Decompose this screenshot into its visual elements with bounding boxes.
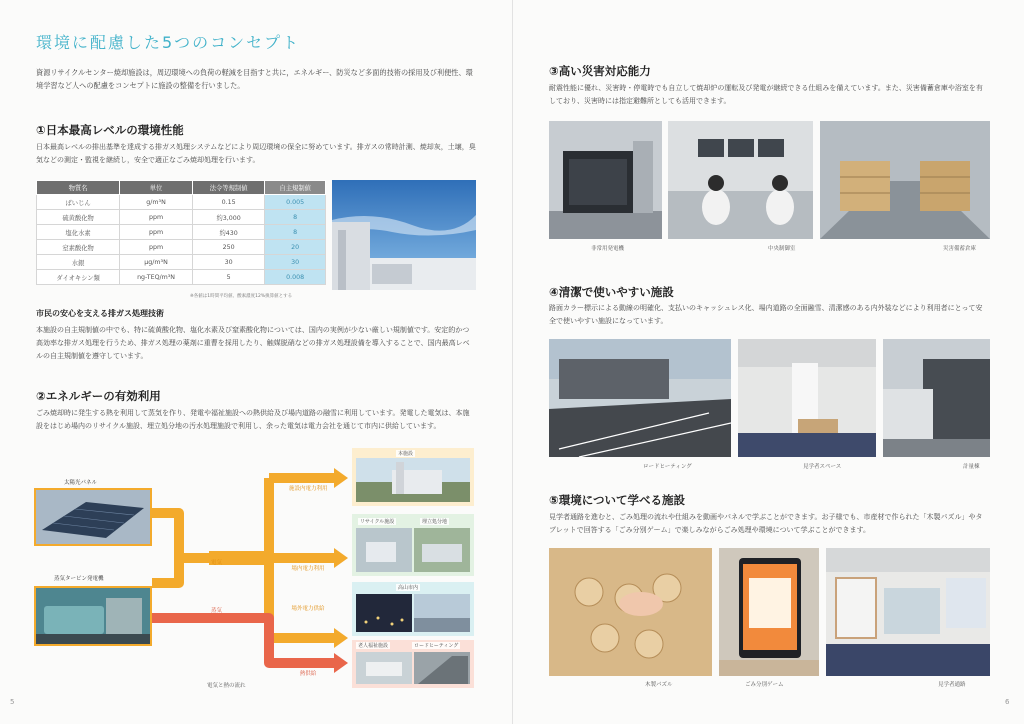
energy-flow-diagram (34, 448, 484, 698)
section1-body: 日本最高レベルの排出基準を達成する排ガス処理システムなどにより周辺環境の保全に努めています。排ガスの常時計測、焼却灰，土壌，臭気などの測定・監視を継続し，安全で適正なごみ焼却処理を行います。 (36, 143, 476, 164)
dest-welfare-heating (352, 640, 474, 688)
table-header: 物質名 (37, 181, 120, 195)
out-site-label: 場内電力利用 (291, 566, 325, 572)
table-cell: 20 (265, 240, 326, 255)
dest-main-tag: 本施設 (398, 451, 414, 457)
electricity-flow-label: 電気 (211, 560, 223, 566)
table-row (37, 255, 326, 270)
dest-recycle-tag: リサイクル施設 (360, 519, 395, 525)
page-number-left: 5 (10, 698, 15, 706)
page-number-right: 6 (1005, 698, 1010, 706)
table-cell: 窒素酸化物 (37, 240, 120, 255)
section2-body: ごみ焼却時に発生する熱を利用して蒸気を作り、発電や福祉施設への熱供給及び場内道路の融雪に利用しています。発電した電気は、本施設をはじめ場内のリサイクル施設、埋立処分地の汚水処理施設で利用し、余った電気は電力会社を通じて市内に供給しています。 (36, 409, 470, 430)
table-cell: μg/m³N (120, 255, 193, 270)
table-cell: 30 (265, 255, 326, 270)
diagram-caption: 電気と熱の流れ (207, 683, 246, 689)
section3-body: 耐震性能に優れ、災害時・停電時でも自立して焼却炉の運転及び発電が継続できる仕組みを備えています。また、災害備蓄倉庫や浴室を有しており、災害時には指定避難所としても活用できます。 (549, 84, 983, 105)
caption-weighing: 計量棟 (963, 464, 980, 470)
table-cell: ppm (120, 240, 193, 255)
table-cell: ばいじん (37, 195, 120, 210)
table-cell: 0.008 (265, 270, 326, 285)
table-row (37, 210, 326, 225)
table-header-row (37, 181, 326, 195)
dest-city-tag: 高山市内 (398, 585, 419, 591)
emission-table (36, 180, 326, 285)
solar-panel-label: 太陽光パネル (64, 480, 98, 486)
dest-heating-tag: ロードヒーティング (414, 643, 459, 649)
steam-turbine-photo (34, 586, 152, 646)
road-heating-photo (549, 339, 731, 457)
sorting-game-photo (719, 548, 819, 676)
intro-text: 資源リサイクルセンター焼却施設は，周辺環境への負荷の軽減を目指すと共に，エネルギー、防災など多面的技術の採用及び利便性、環境学習など人への配慮をコンセプトに施設の整備を行いました。 (36, 68, 473, 90)
control-room-photo (668, 121, 813, 239)
caption-sorting-game: ごみ分別ゲーム (745, 682, 784, 688)
weighing-building-photo (883, 339, 990, 457)
dest-recycle-landfill (352, 514, 474, 576)
dest-takayama-city (352, 582, 474, 636)
caption-control-room: 中央制御室 (768, 246, 796, 252)
visitor-space-photo (738, 339, 876, 457)
chimney-photo (332, 180, 476, 290)
out-external-label: 場外電力供給 (291, 606, 325, 612)
generator-photo (549, 121, 662, 239)
table-cell: 約430 (192, 225, 264, 240)
steam-turbine-label: 蒸気タービン発電機 (54, 576, 104, 582)
table-cell: 30 (192, 255, 264, 270)
caption-storage: 災害備蓄倉庫 (943, 246, 977, 252)
table-row (37, 270, 326, 285)
table-cell: 硫黄酸化物 (37, 210, 120, 225)
table-row (37, 225, 326, 240)
table-cell: g/m³N (120, 195, 193, 210)
table-cell: 5 (192, 270, 264, 285)
table-cell: 水銀 (37, 255, 120, 270)
table-cell: ppm (120, 210, 193, 225)
section5-title: ⑤環境について学べる施設 (549, 493, 686, 507)
table-header: 自主規制値 (265, 181, 326, 195)
section5-body: 見学者通路を進むと、ごみ処理の流れや仕組みを動画やパネルで学ぶことができます。お子様でも、市産材で作られた「木製パズル」やタブレットで回答する「ごみ分別ゲーム」で楽しみながらごみ処理や環境について学ぶことができます。 (549, 513, 983, 534)
caption-corridor: 見学者通路 (938, 682, 966, 688)
table-cell: 250 (192, 240, 264, 255)
caption-visitor-space: 見学者スペース (803, 464, 842, 470)
page-title: 環境に配慮した5つのコンセプト (36, 33, 301, 52)
caption-puzzle: 木製パズル (645, 682, 673, 688)
storage-photo (820, 121, 990, 239)
table-row (37, 240, 326, 255)
table-cell: ダイオキシン類 (37, 270, 120, 285)
out-facility-label: 施設内電力利用 (289, 486, 328, 492)
table-cell: ppm (120, 225, 193, 240)
table-cell: 0.15 (192, 195, 264, 210)
section4-title: ④清潔で使いやすい施設 (549, 285, 674, 299)
caption-generator: 非常用発電機 (591, 246, 625, 252)
table-header: 単位 (120, 181, 193, 195)
table-cell: 約3,000 (192, 210, 264, 225)
wooden-puzzle-photo (549, 548, 712, 676)
section4-body: 路面カラー標示による動線の明確化、支払いのキャッシュレス化、場内道路の全面融雪、清潔感のある内外装などにより利用者にとって安全で使いやすい施設になっています。 (549, 304, 983, 325)
section2-title: ②エネルギーの有効利用 (36, 389, 161, 403)
right-page (512, 0, 1024, 724)
table-row (37, 195, 326, 210)
table-cell: 8 (265, 210, 326, 225)
steam-flow-label: 蒸気 (211, 608, 223, 614)
visitor-corridor-photo (826, 548, 990, 676)
table-cell: ng-TEQ/m³N (120, 270, 193, 285)
table-footnote: ※各値は1時間平均値、酸素濃度12%換算値とする (190, 294, 293, 299)
section3-title: ③高い災害対応能力 (549, 64, 651, 78)
solar-panel-photo (34, 488, 152, 546)
section1-title: ①日本最高レベルの環境性能 (36, 123, 184, 137)
subsection-title: 市民の安心を支える排ガス処理技術 (36, 309, 164, 318)
caption-road-heating: ロードヒーティング (643, 464, 692, 470)
out-heat-label: 熱供給 (299, 671, 317, 677)
dest-landfill-tag: 埋立処分地 (422, 519, 448, 525)
table-header: 法令等規制値 (192, 181, 264, 195)
subsection-body: 本施設の自主規制値の中でも、特に硫黄酸化物、塩化水素及び窒素酸化物については、国内の実例が少ない厳しい規制値です。安定的かつ高効率な排ガス処理を行うため、排ガス処理の薬剤に重曹を採用したり、触媒脱硝などの排ガス処理設備を導入することで、国内最高レベルの自主規制値を遵守しています。 (36, 326, 470, 360)
table-cell: 0.005 (265, 195, 326, 210)
dest-main-facility (352, 448, 474, 506)
dest-welfare-tag: 老人福祉施設 (358, 643, 389, 649)
table-cell: 塩化水素 (37, 225, 120, 240)
table-cell: 8 (265, 225, 326, 240)
